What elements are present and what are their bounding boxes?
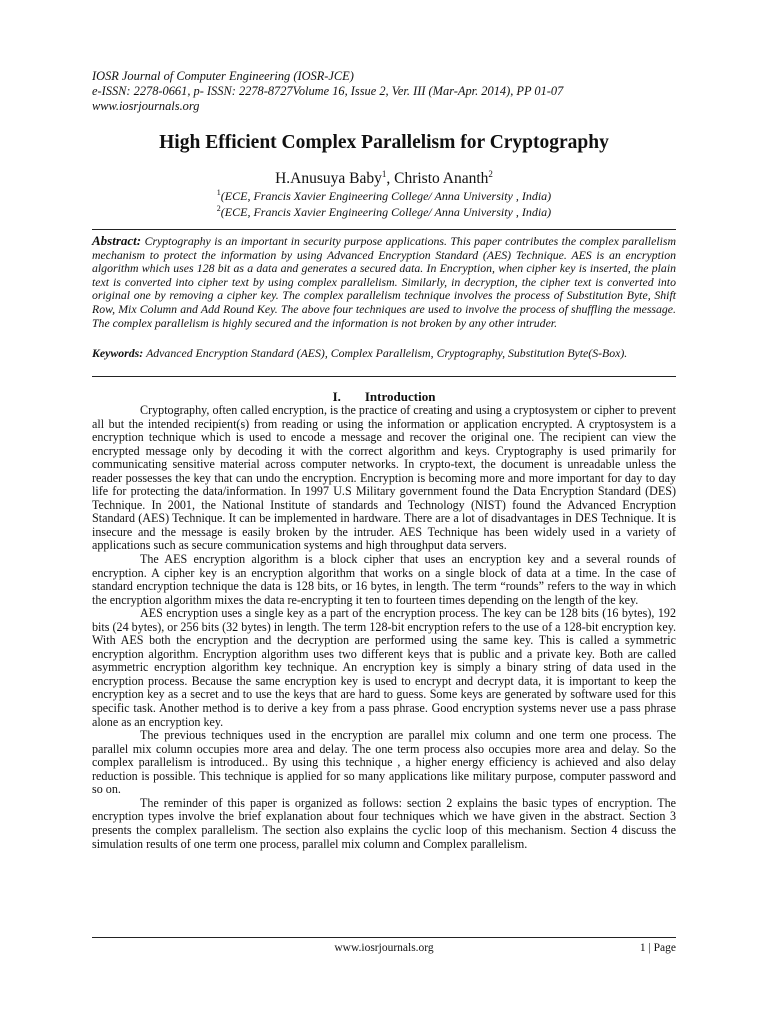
keywords-block bbox=[92, 347, 676, 361]
paper-title: High Efficient Complex Parallelism for Cryptography bbox=[159, 132, 609, 153]
body-paragraph: The previous techniques used in the encryption are parallel mix column and one term one process. The parallel mix column occupies more area and delay. The one term process also occupies more area and delay. So the complex parallelism is introduced.. By using this technique , a higher energy efficiency is achieved and also delay reduction is possible. This technique is applied for so many applications like military purpose, computer password and so on. bbox=[92, 728, 676, 797]
author-superscript: 2 bbox=[488, 169, 493, 179]
body-paragraph: The AES encryption algorithm is a block cipher that uses an encryption key and a several rounds of encryption. A cipher key is an encryption algorithm that works on a single block of data at a time. In the case of standard encryption technique the data is 128 bits, or 16 bytes, in length. The term “rounds” refers to the way in which the encryption algorithm mixes the data re-encrypting it ten to fourteen times depending on the length of the key. bbox=[92, 552, 676, 607]
abstract-top-rule bbox=[92, 229, 676, 230]
journal-name: IOSR Journal of Computer Engineering (IOSR-JCE) bbox=[92, 69, 354, 83]
abstract-text: Cryptography is an important in security purpose applications. This paper contributes the complex parallelism mechanism to protect the information by using Advanced Encryption Standard (AES) Technique. AES is an encryption algorithm which uses 128 bit as a data and generates a secured data. In Encryption, when cipher key is inserted, the plain text is converted into cipher text by using complex parallelism. Similarly, in decryption, the cipher text is converted into original one by removing a cipher key. The complex parallelism technique involves the process of Substitution Byte, Shift Row, Mix Column and Add Round Key. The above four techniques are used to involve the process of shuffling the message. The complex parallelism is highly secured and the information is not broken by any other intruder. bbox=[92, 234, 676, 330]
introduction-body bbox=[92, 404, 676, 851]
footer-website: www.iosrjournals.org bbox=[334, 942, 434, 954]
affiliation bbox=[0, 186, 768, 203]
journal-website: www.iosrjournals.org bbox=[92, 99, 200, 113]
keywords-label: Keywords: bbox=[92, 346, 144, 360]
abstract-bottom-rule bbox=[92, 376, 676, 377]
author-name: Christo Ananth bbox=[394, 170, 489, 188]
body-paragraph: The reminder of this paper is organized as follows: section 2 explains the basic types of encryption. The encryption types involve the brief explanation about four techniques which we have given in the abstract. Section 3 presents the complex parallelism. The section also explains the cyclic loop of this mechanism. Section 4 discuss the simulation results of one term one process, parallel mix column and Complex parallelism. bbox=[92, 795, 676, 851]
body-paragraph: AES encryption uses a single key as a part of the encryption process. The key can be 128 bits (16 bytes), 192 bits (24 bytes), or 256 bits (32 bytes) in length. The term 128-bit encryption refers to the use of a 128-bit encryption key. With AES both the encryption and the decryption are performed using the same key. This is called a symmetric encryption algorithm. Encryption algorithm uses two different keys that is public and a private key. Both are called asymmetric encryption algorithm key technique. An encryption key is simply a binary string of data used in the encryption process. Because the same encryption key is used to encrypt and decrypt data, it is important to keep the encryption key as a secret and to use the keys that are hard to guess. Some keys are generated by software used for this specific task. Another method is to derive a key from a pass phrase. Good encryption systems never use a pass phrase alone as an encryption key. bbox=[92, 606, 676, 729]
abstract-label: Abstract: bbox=[92, 233, 142, 248]
author-separator: , bbox=[386, 170, 395, 188]
journal-issn: e-ISSN: 2278-0661, p- ISSN: 2278-8727Volume 16, Issue 2, Ver. III (Mar-Apr. 2014), PP 01-07 bbox=[92, 84, 564, 98]
footer-rule bbox=[92, 937, 676, 938]
body-paragraph: Cryptography, often called encryption, is the practice of creating and using a cryptosystem or cipher to prevent all but the intended recipient(s) from reading or using the information or application encrypted. A cryptosystem is a encryption technique which is used to encode a message and recover the original one. The recipient can view the encrypted message only by decoding it with the correct algorithm and keys. Cryptography is used primarily for communicating sensitive material across computer networks. In crypto-text, the document is unreadable unless the reader possesses the key that can undo the encryption. Encryption is becoming more and more important for day to day life for protecting the data/information. In 1997 U.S Military government found the Data Encryption Standard (DES) Technique. In 2001, the National Institute of standards and Technology (NIST) found the Advanced Encryption Standard (AES) Technique. It can be implemented in hardware. There are a lot of disadvantages in DES Technique. It is insecure and the message is easily broken by the intruder. AES Technique has been widely used in a variety of applications such as secure communication systems and high throughput data servers. bbox=[92, 403, 676, 553]
affiliation-text: (ECE, Francis Xavier Engineering College/ Anna University , India) bbox=[220, 205, 552, 219]
page-number: 1 | Page bbox=[639, 942, 676, 954]
affiliation-superscript: 2 bbox=[216, 204, 221, 213]
section-title: Introduction bbox=[364, 389, 436, 404]
abstract-block bbox=[92, 234, 676, 330]
keywords-text: Advanced Encryption Standard (AES), Complex Parallelism, Cryptography, Substitution Byte(S-Box). bbox=[146, 346, 628, 360]
section-heading bbox=[0, 389, 768, 404]
author-line bbox=[0, 165, 768, 188]
affiliation-superscript: 1 bbox=[216, 188, 221, 197]
affiliation bbox=[0, 202, 768, 219]
journal-header bbox=[92, 69, 692, 114]
affiliation-text: (ECE, Francis Xavier Engineering College/ Anna University , India) bbox=[220, 189, 552, 203]
author-name: H.Anusuya Baby bbox=[275, 170, 382, 188]
author-superscript: 1 bbox=[381, 169, 387, 179]
section-number: I. bbox=[332, 389, 341, 404]
